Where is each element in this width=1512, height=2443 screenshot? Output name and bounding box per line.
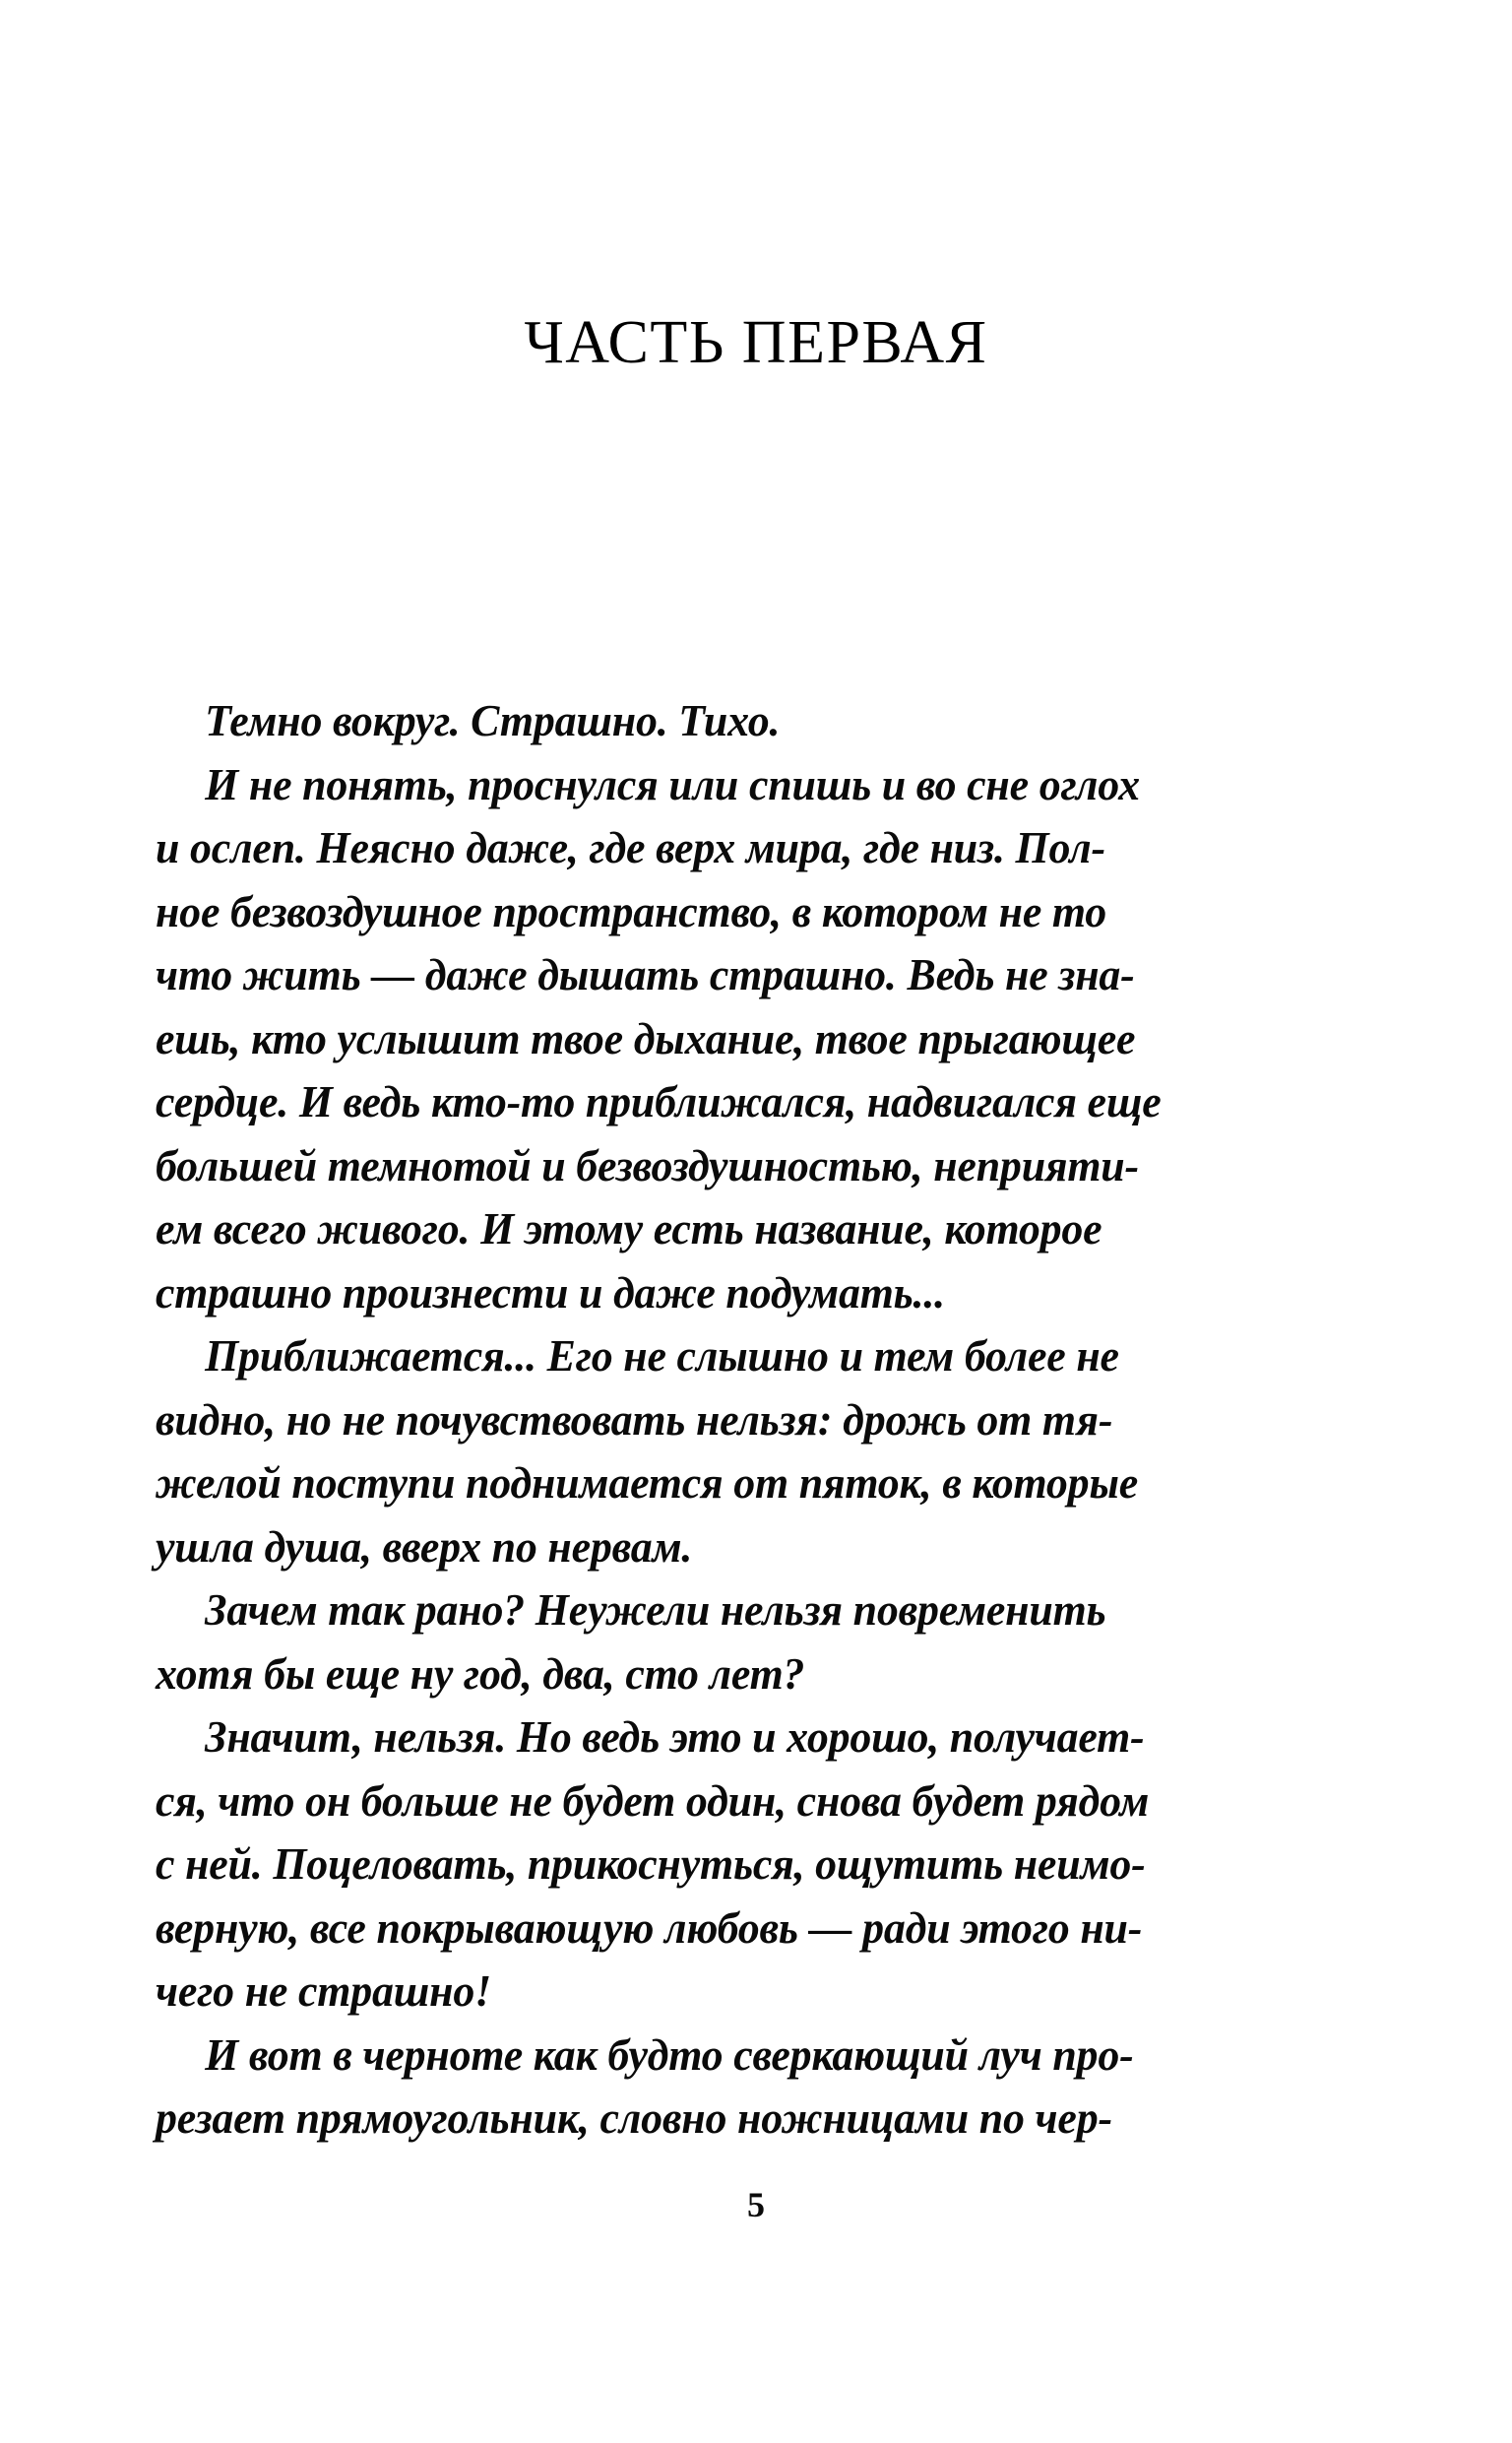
- text-line: И вот в черноте как будто сверкающий луч про-: [205, 2028, 1134, 2080]
- text-line: желой поступи поднимается от пяток, в которые: [156, 1457, 1139, 1508]
- page-number: 5: [747, 2185, 765, 2224]
- text-line: ешь, кто услышит твое дыхание, твое прыгающее: [156, 1012, 1136, 1063]
- text-line: хотя бы еще ну год, два, сто лет?: [156, 1647, 805, 1699]
- text-line: И не понять, проснулся или спишь и во сне оглох: [205, 758, 1140, 809]
- text-line: сердце. И ведь кто-то приближался, надвигался еще: [156, 1076, 1162, 1126]
- text-line: чего не страшно!: [156, 1965, 491, 2016]
- text-line: видно, но не почувствовать нельзя: дрожь от тя-: [156, 1393, 1113, 1445]
- text-line: ное безвоздушное пространство, в котором не то: [156, 885, 1107, 936]
- text-line: Зачем так рано? Неужели нельзя повременить: [205, 1584, 1106, 1635]
- text-line: что жить — даже дышать страшно. Ведь не зна-: [156, 949, 1135, 999]
- text-line: ушла душа, вверх по нервам.: [156, 1520, 693, 1572]
- text-line: Темно вокруг. Страшно. Тихо.: [205, 695, 781, 745]
- text-line: Значит, нельзя. Но ведь это и хорошо, получает-: [205, 1711, 1145, 1762]
- text-line: большей темнотой и безвоздушностью, неприяти-: [156, 1139, 1139, 1190]
- text-line: и ослеп. Неясно даже, где верх мира, где низ. Пол-: [156, 822, 1105, 872]
- text-line: Приближается... Его не слышно и тем более не: [205, 1330, 1119, 1381]
- text-line: с ней. Поцеловать, прикоснуться, ощутить неимо-: [156, 1838, 1146, 1889]
- body-text-block: [156, 689, 1162, 2151]
- text-line: ем всего живого. И этому есть название, которое: [156, 1203, 1102, 1254]
- text-line: страшно произнести и даже подумать...: [156, 1266, 945, 1318]
- text-line: ся, что он больше не будет один, снова будет рядом: [156, 1774, 1150, 1826]
- text-line: верную, все покрывающую любовь — ради этого ни-: [156, 1901, 1143, 1953]
- text-line: резает прямоугольник, словно ножницами по чер-: [156, 2092, 1112, 2143]
- part-title: ЧАСТЬ ПЕРВАЯ: [524, 309, 988, 376]
